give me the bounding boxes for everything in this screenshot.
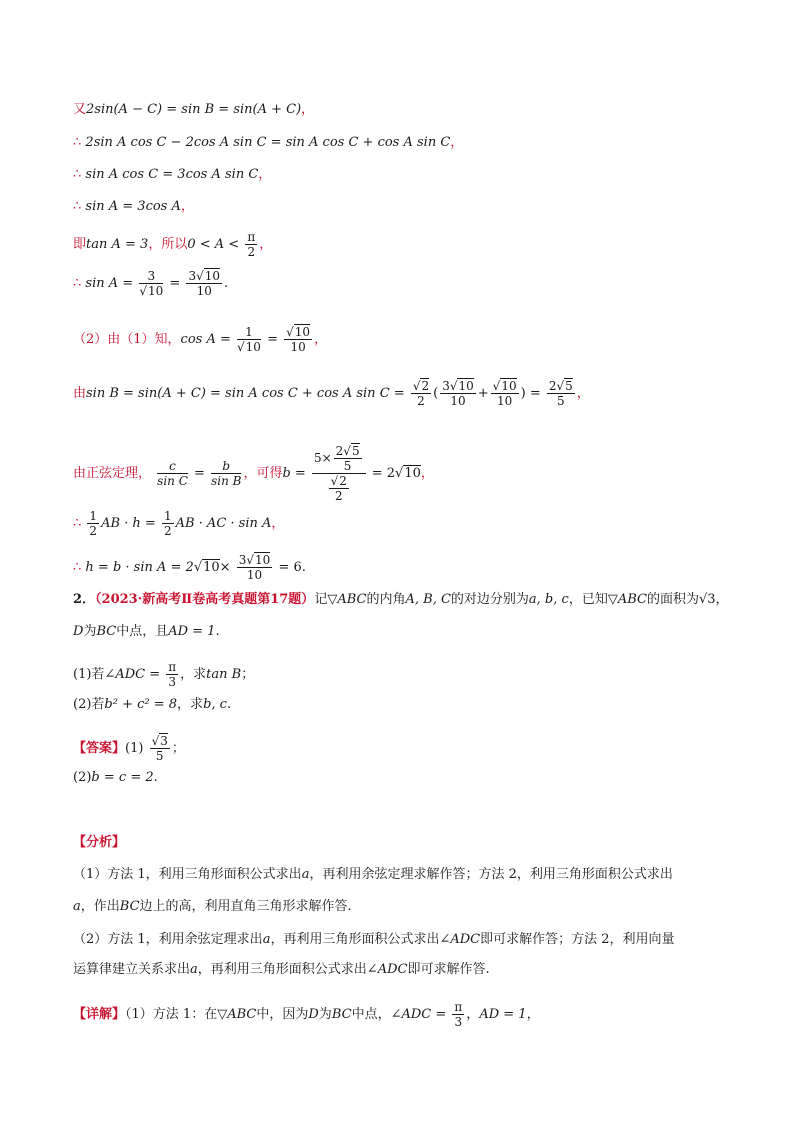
denominator: 2 — [417, 394, 425, 408]
formula: cos A = — [180, 332, 231, 347]
fraction — [237, 325, 261, 354]
fraction — [139, 269, 163, 298]
fraction — [87, 509, 99, 538]
therefore-symbol: ∴ — [73, 135, 82, 150]
text: 为 — [83, 624, 97, 639]
text: ， — [450, 135, 464, 150]
formula: ▽ABC — [217, 1007, 257, 1022]
fraction — [211, 459, 241, 488]
coefficient: 3 — [238, 553, 247, 567]
denominator: 10 — [246, 568, 263, 582]
coefficient: 5× — [313, 451, 332, 465]
text: 中点， — [351, 1007, 391, 1022]
text: ，可得 — [243, 466, 283, 481]
text: 记 — [314, 592, 328, 607]
formula: BC — [331, 1007, 352, 1022]
radical-sign — [246, 553, 254, 567]
formula: a, b, c — [528, 592, 569, 607]
text: ， — [466, 1007, 480, 1022]
text: （2）方法 1，利用余弦定理求出 — [73, 932, 263, 947]
text: 即可求解作答；方法 2，利用向量 — [480, 932, 675, 947]
numerator — [150, 734, 170, 749]
solution-line-5 — [73, 230, 272, 259]
paren: ) = — [520, 386, 541, 401]
fraction — [452, 1000, 464, 1029]
question-2-line-2 — [73, 623, 220, 641]
denominator: 3 — [454, 1015, 463, 1029]
formula: ▽ABC — [327, 592, 367, 607]
denominator: 3 — [168, 675, 177, 689]
formula: a — [190, 962, 198, 977]
formula: h = b · sin A = 2 — [85, 560, 194, 575]
text: 中，因为 — [256, 1007, 309, 1022]
text: ，再利用三角形面积公式求出 — [270, 932, 440, 947]
formula: tan A = 3 — [86, 237, 149, 252]
denominator: 5 — [557, 394, 565, 408]
paren: ( — [433, 386, 439, 401]
text: ， — [180, 199, 194, 214]
numerator — [284, 325, 312, 340]
numerator — [547, 379, 575, 394]
text: （2）由（1）知， — [73, 332, 181, 347]
text: ， — [259, 237, 273, 252]
fraction — [334, 444, 362, 473]
formula: sin A cos C = 3cos A sin C — [85, 167, 259, 182]
text: 的内角 — [366, 592, 406, 607]
text: . — [153, 770, 158, 785]
therefore-symbol: ∴ — [73, 516, 82, 531]
formula: D — [73, 624, 84, 639]
text: ， — [715, 592, 729, 607]
text: ， — [576, 386, 590, 401]
text: 中点，且 — [116, 624, 169, 639]
text: 边上的高，利用直角三角形求解作答. — [139, 899, 352, 914]
fraction — [157, 459, 188, 488]
formula: sin A = — [85, 276, 134, 291]
text: 即可求解作答. — [407, 962, 490, 977]
denominator: 10 — [497, 394, 513, 408]
text: ， — [420, 466, 434, 481]
fraction — [329, 474, 349, 503]
text: (1) — [125, 741, 144, 756]
text: 的对边分别为 — [450, 592, 529, 607]
radicand: 5 — [565, 379, 573, 393]
text: 即 — [73, 237, 87, 252]
radicand: 5 — [351, 444, 360, 458]
radicand: 10 — [294, 325, 311, 339]
therefore-symbol: ∴ — [73, 560, 82, 575]
text: ； — [171, 741, 185, 756]
formula: b = c = 2 — [91, 770, 154, 785]
solution-part-2-line — [73, 325, 327, 354]
text: 由 — [73, 386, 87, 401]
fraction — [491, 379, 519, 408]
formula: sin A = 3cos A — [85, 199, 181, 214]
formula: √3 — [698, 592, 716, 607]
radical-sign — [286, 325, 294, 339]
analysis-heading: 【分析】 — [73, 835, 126, 850]
numerator — [237, 553, 273, 568]
question-source: （2023·新高考Ⅱ卷高考真题第17题） — [95, 592, 315, 607]
formula: BC — [119, 899, 140, 914]
answer-label: 【答案】 — [73, 741, 126, 756]
complex-fraction — [312, 444, 366, 503]
radicand: 10 — [245, 340, 261, 354]
analysis-line-4 — [73, 961, 490, 979]
coefficient: 2 — [548, 379, 557, 393]
numerator: π — [168, 660, 177, 674]
text: 为 — [318, 1007, 332, 1022]
analysis-line-2 — [73, 898, 352, 916]
formula: ∠ADC — [439, 932, 481, 947]
fraction — [166, 660, 178, 689]
formula: sin B = sin(A + C) = sin A cos C + cos A sin C = — [86, 386, 405, 401]
text: ， — [271, 516, 285, 531]
text: 的面积为 — [646, 592, 699, 607]
solution-line-11 — [73, 553, 306, 582]
text: ，所以 — [148, 237, 188, 252]
text: 运算律建立关系求出 — [73, 962, 191, 977]
formula: 2sin A cos C − 2cos A sin C = sin A cos C + cos A sin C — [85, 135, 451, 150]
text: (2) — [73, 770, 92, 785]
radicand: 3 — [160, 734, 168, 748]
text: (2)若 — [73, 697, 105, 712]
question-2-header — [73, 591, 729, 609]
solution-line-9 — [73, 444, 434, 503]
numerator — [491, 379, 519, 394]
solution-line-3 — [73, 166, 271, 184]
fraction — [162, 509, 174, 538]
numerator: b — [211, 459, 241, 474]
coefficient: 3 — [442, 379, 450, 393]
denominator: 2 — [247, 245, 256, 259]
formula: 0 < A < — [187, 237, 240, 252]
solution-line-2 — [73, 134, 463, 152]
text: ， — [301, 102, 315, 117]
text: 又 — [73, 102, 87, 117]
denominator: 5 — [343, 459, 352, 473]
text: (1)若 — [73, 667, 105, 682]
equals: = — [267, 332, 278, 347]
text: ； — [241, 667, 255, 682]
text: = 6. — [278, 560, 306, 575]
numerator — [312, 444, 366, 474]
analysis-line-3 — [73, 931, 675, 949]
formula: ▽ABC — [607, 592, 647, 607]
radical-sign — [343, 444, 351, 458]
denominator: 5 — [155, 749, 164, 763]
text: . — [224, 276, 229, 291]
formula: AB · AC · sin A — [175, 516, 272, 531]
fraction — [186, 269, 222, 298]
radicand: 10 — [404, 466, 421, 481]
radical-sign — [196, 269, 204, 283]
formula: A, B, C — [405, 592, 451, 607]
fraction — [237, 553, 273, 582]
numerator: 1 — [237, 325, 261, 340]
numerator: 1 — [163, 509, 172, 523]
radicand: 2 — [339, 474, 347, 488]
numerator: c — [157, 459, 188, 474]
denominator: sin B — [211, 474, 242, 488]
times: × — [219, 560, 231, 575]
equals: = — [169, 276, 181, 291]
formula: a — [301, 867, 310, 882]
radicand: 2 — [421, 379, 430, 393]
fraction — [411, 379, 431, 408]
denominator: 2 — [89, 524, 98, 538]
text: 由正弦定理， — [73, 466, 152, 481]
text: . — [226, 697, 232, 712]
formula: AD = 1 — [168, 624, 216, 639]
text: . — [215, 624, 220, 639]
formula: = 2 — [371, 466, 396, 481]
formula: ∠ADC — [366, 962, 408, 977]
numerator — [329, 474, 349, 489]
numerator — [334, 444, 362, 459]
radicand: 10 — [501, 379, 517, 393]
formula: AD = 1 — [479, 1007, 527, 1022]
text: ，已知 — [568, 592, 608, 607]
plus: + — [477, 386, 489, 401]
radicand: 10 — [203, 560, 220, 575]
text: ，再利用余弦定理求解作答；方法 2，利用三角形面积公式求出 — [309, 867, 673, 882]
therefore-symbol: ∴ — [73, 276, 82, 291]
text: ，作出 — [80, 899, 120, 914]
solution-line-4 — [73, 198, 194, 216]
denominator: 10 — [450, 394, 466, 408]
text: ，求 — [177, 697, 204, 712]
fraction — [284, 325, 312, 354]
numerator — [186, 269, 222, 284]
fraction — [150, 734, 170, 763]
formula: BC — [96, 624, 117, 639]
fraction — [245, 230, 257, 259]
therefore-symbol: ∴ — [73, 199, 82, 214]
numerator — [411, 379, 431, 394]
radicand: 10 — [147, 284, 164, 298]
radical-sign — [557, 379, 565, 393]
detail-heading: 【详解】 — [73, 1007, 126, 1022]
denominator: sin C — [157, 474, 188, 488]
formula: 2sin(A − C) = sin B = sin(A + C) — [86, 102, 302, 117]
fraction — [547, 379, 575, 408]
solution-line-10 — [73, 509, 284, 538]
text: ，求 — [180, 667, 207, 682]
question-2-part-1 — [73, 660, 254, 689]
numerator: 1 — [89, 509, 98, 523]
numerator — [440, 379, 476, 394]
formula: a — [73, 899, 81, 914]
text: ， — [314, 332, 328, 347]
radicand: 10 — [204, 269, 221, 283]
denominator: 2 — [334, 489, 343, 503]
text: （1）方法 1：在 — [125, 1007, 218, 1022]
formula: D — [308, 1007, 319, 1022]
text: ， — [258, 167, 272, 182]
analysis-line-1 — [73, 866, 673, 884]
question-2-part-2 — [73, 696, 231, 714]
denominator — [139, 284, 163, 298]
formula: b² + c² = 8 — [104, 697, 178, 712]
formula: ∠ADC = — [390, 1007, 447, 1022]
numerator: π — [454, 1000, 463, 1014]
radicand: 10 — [255, 553, 271, 567]
solution-line-8 — [73, 379, 590, 408]
text: （1）方法 1，利用三角形面积公式求出 — [73, 867, 302, 882]
numerator: π — [247, 230, 256, 244]
coefficient: 2 — [335, 444, 344, 458]
text: ， — [526, 1007, 540, 1022]
answer-line-2 — [73, 769, 158, 787]
radicand: 10 — [458, 379, 474, 393]
equals: = — [194, 466, 205, 481]
answer-line-1 — [73, 734, 185, 763]
coefficient: 3 — [188, 269, 197, 283]
formula: b, c — [203, 697, 227, 712]
formula: a — [262, 932, 271, 947]
denominator — [312, 474, 366, 503]
analysis-label — [73, 834, 125, 852]
radical-sign — [139, 284, 147, 298]
radical-sign — [194, 560, 202, 575]
denominator: 10 — [290, 340, 306, 354]
question-number: 2． — [73, 592, 96, 607]
text: ，再利用三角形面积公式求出 — [197, 962, 367, 977]
therefore-symbol: ∴ — [73, 167, 82, 182]
formula: tan B — [206, 667, 242, 682]
formula: ∠ADC = — [104, 667, 161, 682]
fraction — [440, 379, 476, 408]
denominator — [237, 340, 261, 354]
radical-sign — [237, 340, 245, 354]
numerator: 3 — [139, 269, 163, 284]
solution-line-1 — [73, 101, 314, 119]
formula: AB · h = — [101, 516, 156, 531]
formula: b = — [282, 466, 306, 481]
denominator: 10 — [196, 284, 212, 298]
denominator: 2 — [163, 524, 172, 538]
detail-line-1 — [73, 1000, 540, 1029]
solution-line-6 — [73, 269, 228, 298]
